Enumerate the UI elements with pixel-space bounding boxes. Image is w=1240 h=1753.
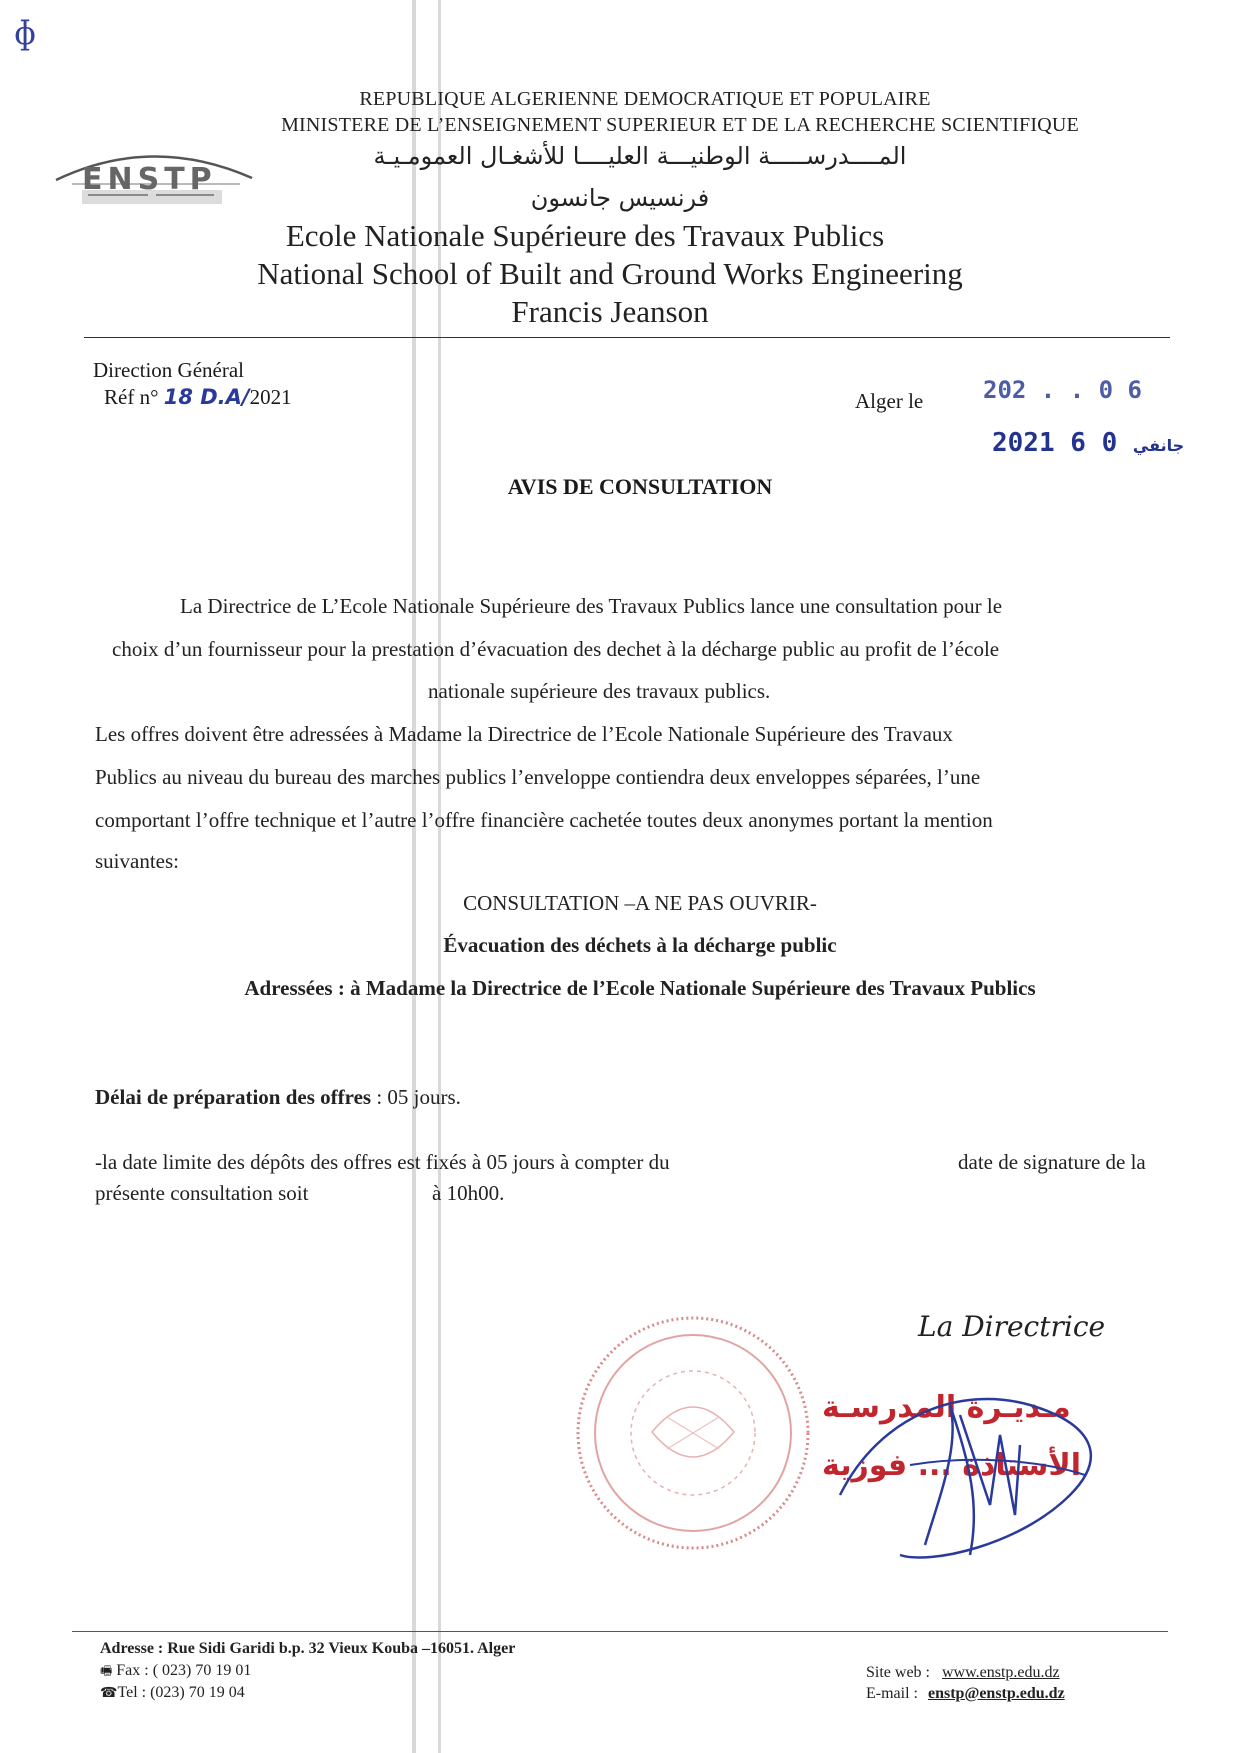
school-name-person: Francis Jeanson bbox=[511, 294, 709, 329]
mention-addressee: Adressées : à Madame la Directrice de l’Ecole Nationale Supérieure des Travaux Publics bbox=[244, 976, 1036, 1000]
school-name-en: National School of Built and Ground Works Engineering bbox=[257, 256, 963, 291]
para2-line4: suivantes: bbox=[95, 849, 179, 873]
reference-number bbox=[104, 385, 292, 410]
phone-icon: ☎ bbox=[100, 1685, 118, 1701]
signature-arabic-title: مـديـرة المدرسـة bbox=[822, 1390, 1071, 1425]
place-label: Alger le bbox=[855, 389, 924, 413]
school-logo bbox=[52, 140, 257, 210]
date-stamp-faded: 202 . . 0 6 bbox=[983, 376, 1142, 404]
mention-subject: Évacuation des déchets à la décharge public bbox=[443, 933, 837, 957]
para2-line3: comportant l’offre technique et l’autre l’offre financière cachetée toutes deux anonymes portant la mention bbox=[95, 808, 993, 832]
date-stamp-month: جانفي bbox=[1132, 436, 1185, 455]
email-link[interactable]: enstp@enstp.edu.dz bbox=[927, 1685, 1065, 1702]
delay-value: : 05 jours. bbox=[371, 1085, 461, 1109]
handwritten-signature-icon bbox=[820, 1345, 1120, 1575]
para1-line3: nationale supérieure des travaux publics. bbox=[428, 679, 771, 703]
signatory-role: La Directrice bbox=[918, 1310, 1106, 1343]
signature-arabic-name: الأستاذة ... فوزية bbox=[822, 1448, 1081, 1483]
reference-year: 2021 bbox=[249, 385, 292, 409]
school-name-fr: Ecole Nationale Supérieure des Travaux Publics bbox=[285, 218, 885, 253]
deadline-line2-end: à 10h00. bbox=[432, 1181, 505, 1205]
deadline-line1-end: date de signature de la bbox=[958, 1150, 1146, 1174]
mention-do-not-open: CONSULTATION –A NE PAS OUVRIR- bbox=[463, 891, 817, 915]
direction-label: Direction Général bbox=[93, 358, 245, 382]
site-link[interactable]: www.enstp.edu.dz bbox=[942, 1664, 1060, 1681]
header-ministry: MINISTERE DE L’ENSEIGNEMENT SUPERIEUR ET DE LA RECHERCHE SCIENTIFIQUE bbox=[281, 114, 1079, 136]
footer-tel-row bbox=[100, 1684, 245, 1702]
footer-divider bbox=[72, 1631, 1168, 1632]
reference-prefix: Réf n° bbox=[104, 385, 159, 409]
official-seal-icon bbox=[572, 1312, 814, 1554]
date-stamp-day: 0 6 bbox=[1070, 428, 1118, 458]
delay-line bbox=[95, 1076, 461, 1118]
para2-line2: Publics au niveau du bureau des marches publics l’enveloppe contiendra deux enveloppes séparées, l’une bbox=[95, 765, 981, 789]
site-label: Site web : bbox=[866, 1664, 930, 1681]
logo-text: ENSTP bbox=[82, 162, 217, 197]
header-divider bbox=[84, 337, 1170, 338]
footer-site-row bbox=[866, 1664, 1060, 1682]
date-stamp-year: 2021 bbox=[992, 428, 1055, 458]
footer-address: Adresse : Rue Sidi Garidi b.p. 32 Vieux Kouba –16051. Alger bbox=[100, 1640, 516, 1657]
footer-email-row bbox=[866, 1685, 1065, 1703]
email-label: E-mail : bbox=[866, 1685, 918, 1702]
footer-tel: Tel : (023) 70 19 04 bbox=[117, 1684, 245, 1701]
reference-handwritten: 18 D.A/ bbox=[163, 385, 250, 409]
header-republic: REPUBLIQUE ALGERIENNE DEMOCRATIQUE ET POPULAIRE bbox=[359, 88, 931, 110]
header-arabic-school: المــــدرســـــة الوطنيـــة العليــــا للأشغـال العمومـيـة bbox=[373, 142, 907, 170]
footer-fax: Fax : ( 023) 70 19 01 bbox=[112, 1662, 252, 1679]
delay-label: Délai de préparation des offres bbox=[95, 1085, 372, 1109]
date-stamp bbox=[992, 428, 1184, 458]
para2-line1: Les offres doivent être adressées à Madame la Directrice de l’Ecole Nationale Supérieure des Travaux bbox=[95, 722, 953, 746]
header-arabic-name: فرنسيس جانسون bbox=[530, 184, 710, 212]
deadline-line2: présente consultation soit bbox=[95, 1181, 309, 1205]
deadline-line1: -la date limite des dépôts des offres est fixés à 05 jours à compter du bbox=[95, 1150, 670, 1174]
fax-icon: 🖷 bbox=[100, 1664, 113, 1679]
document-title: AVIS DE CONSULTATION bbox=[507, 474, 773, 499]
para1-line1: La Directrice de L’Ecole Nationale Supérieure des Travaux Publics lance une consultation pour le bbox=[180, 594, 1003, 618]
footer-fax-row bbox=[100, 1662, 251, 1684]
margin-mark: ɸ bbox=[14, 14, 37, 52]
para1-line2: choix d’un fournisseur pour la prestation d’évacuation des dechet à la décharge public au profit de l’école bbox=[112, 637, 1000, 661]
